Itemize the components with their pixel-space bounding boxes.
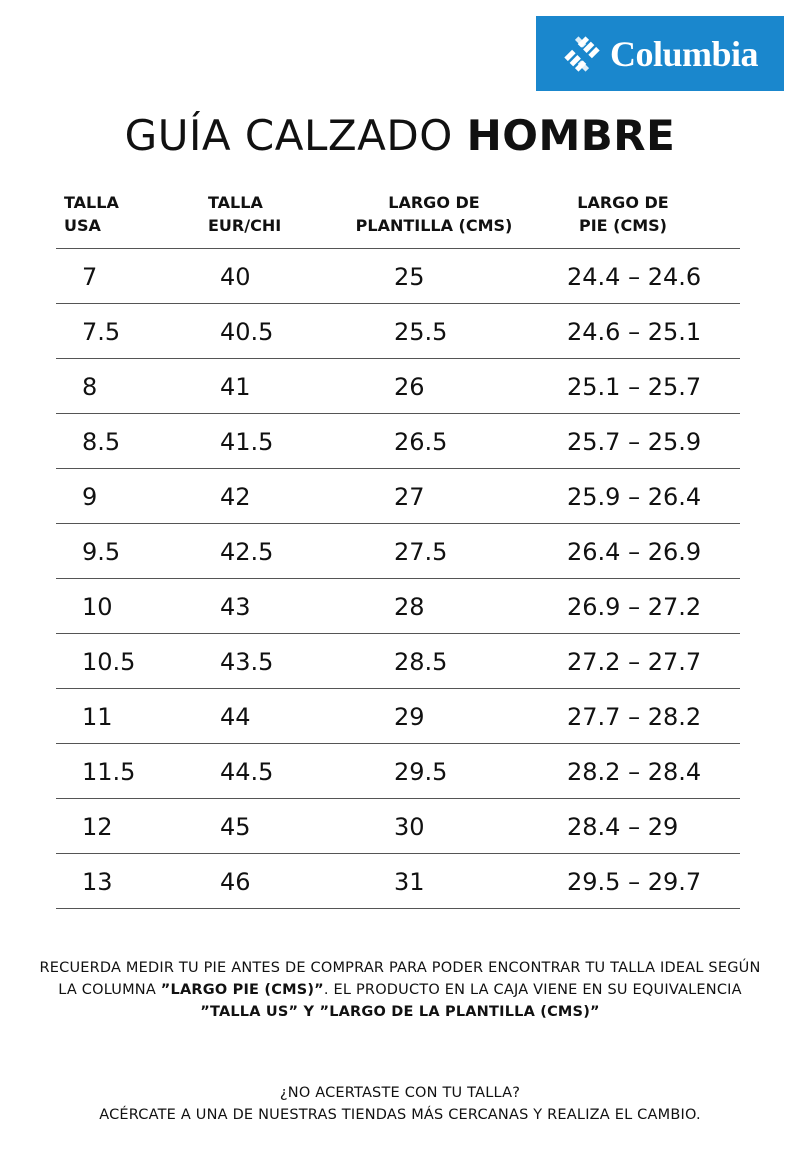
cell-talla-usa: 8 bbox=[82, 373, 98, 401]
cell-talla-eur: 42 bbox=[220, 483, 251, 511]
header-line: LARGO DE bbox=[388, 193, 480, 212]
table-row bbox=[56, 303, 740, 358]
cell-largo-pie: 24.6 – 25.1 bbox=[567, 318, 702, 346]
cell-largo-plantilla: 28 bbox=[394, 593, 425, 621]
header-line: PIE (CMS) bbox=[579, 216, 667, 235]
cell-largo-plantilla: 26.5 bbox=[394, 428, 448, 456]
table-row bbox=[56, 523, 740, 578]
cell-talla-eur: 42.5 bbox=[220, 538, 274, 566]
cell-talla-eur: 40.5 bbox=[220, 318, 274, 346]
cell-talla-usa: 9 bbox=[82, 483, 98, 511]
cell-largo-pie: 26.4 – 26.9 bbox=[567, 538, 702, 566]
cell-talla-usa: 10.5 bbox=[82, 648, 136, 676]
cell-largo-plantilla: 25 bbox=[394, 263, 425, 291]
cell-talla-eur: 44.5 bbox=[220, 758, 274, 786]
header-line: LARGO DE bbox=[577, 193, 669, 212]
cell-largo-plantilla: 27 bbox=[394, 483, 425, 511]
cell-largo-pie: 25.9 – 26.4 bbox=[567, 483, 702, 511]
cell-talla-eur: 40 bbox=[220, 263, 251, 291]
title-regular: GUÍA CALZADO bbox=[124, 111, 467, 160]
note-line-1: RECUERDA MEDIR TU PIE ANTES DE COMPRAR PARA PODER ENCONTRAR TU TALLA IDEAL SEGÚN bbox=[39, 960, 761, 976]
column-header-talla-eur bbox=[208, 191, 281, 237]
table-row bbox=[56, 468, 740, 523]
cell-talla-eur: 41 bbox=[220, 373, 251, 401]
cell-largo-plantilla: 28.5 bbox=[394, 648, 448, 676]
cell-largo-plantilla: 27.5 bbox=[394, 538, 448, 566]
cell-largo-plantilla: 31 bbox=[394, 868, 425, 896]
cell-talla-eur: 44 bbox=[220, 703, 251, 731]
note-line-3-bold: ”TALLA US” Y ”LARGO DE LA PLANTILLA (CMS)” bbox=[200, 1004, 600, 1020]
cell-largo-pie: 28.4 – 29 bbox=[567, 813, 679, 841]
table-row bbox=[56, 688, 740, 743]
cell-talla-usa: 11 bbox=[82, 703, 113, 731]
table-row bbox=[56, 578, 740, 633]
table-row bbox=[56, 358, 740, 413]
exchange-note bbox=[0, 1082, 800, 1126]
cell-largo-plantilla: 30 bbox=[394, 813, 425, 841]
table-row bbox=[56, 743, 740, 798]
header-line: TALLA bbox=[64, 193, 119, 212]
columbia-diamond-logo-icon bbox=[562, 34, 602, 74]
cell-largo-plantilla: 26 bbox=[394, 373, 425, 401]
cell-talla-usa: 9.5 bbox=[82, 538, 121, 566]
note-line-2-prefix: LA COLUMNA bbox=[58, 982, 161, 998]
cell-talla-eur: 45 bbox=[220, 813, 251, 841]
cell-largo-plantilla: 29 bbox=[394, 703, 425, 731]
header-line: EUR/CHI bbox=[208, 216, 282, 235]
cell-largo-plantilla: 25.5 bbox=[394, 318, 448, 346]
cell-talla-usa: 10 bbox=[82, 593, 113, 621]
header-line: TALLA bbox=[208, 193, 263, 212]
cell-largo-pie: 27.7 – 28.2 bbox=[567, 703, 702, 731]
cell-talla-usa: 11.5 bbox=[82, 758, 136, 786]
cell-largo-plantilla: 29.5 bbox=[394, 758, 448, 786]
cell-largo-pie: 25.7 – 25.9 bbox=[567, 428, 702, 456]
column-header-largo-pie bbox=[567, 191, 679, 237]
table-row bbox=[56, 798, 740, 853]
cell-talla-usa: 7 bbox=[82, 263, 98, 291]
size-table bbox=[56, 248, 740, 909]
note-line-2-suffix: . EL PRODUCTO EN LA CAJA VIENE EN SU EQUIVALENCIA bbox=[323, 982, 742, 998]
note-line-2 bbox=[0, 979, 800, 1001]
table-row bbox=[56, 633, 740, 688]
cta-line-2: ACÉRCATE A UNA DE NUESTRAS TIENDAS MÁS CERCANAS Y REALIZA EL CAMBIO. bbox=[99, 1107, 701, 1123]
cell-largo-pie: 28.2 – 28.4 bbox=[567, 758, 702, 786]
table-row bbox=[56, 413, 740, 468]
cell-talla-eur: 43 bbox=[220, 593, 251, 621]
cell-talla-usa: 7.5 bbox=[82, 318, 121, 346]
cell-talla-usa: 13 bbox=[82, 868, 113, 896]
columbia-logo bbox=[536, 16, 784, 91]
table-row bbox=[56, 853, 740, 909]
cell-largo-pie: 27.2 – 27.7 bbox=[567, 648, 702, 676]
note-line-2-bold: ”LARGO PIE (CMS)” bbox=[160, 982, 324, 998]
header-line: USA bbox=[64, 216, 101, 235]
title-bold: HOMBRE bbox=[466, 111, 676, 160]
cell-largo-pie: 25.1 – 25.7 bbox=[567, 373, 702, 401]
note-line-3 bbox=[0, 1001, 800, 1023]
cell-largo-pie: 26.9 – 27.2 bbox=[567, 593, 702, 621]
cell-largo-pie: 29.5 – 29.7 bbox=[567, 868, 702, 896]
cell-talla-usa: 8.5 bbox=[82, 428, 121, 456]
header-line: PLANTILLA (CMS) bbox=[355, 216, 513, 235]
cell-talla-eur: 46 bbox=[220, 868, 251, 896]
cta-line-1: ¿NO ACERTASTE CON TU TALLA? bbox=[279, 1085, 521, 1101]
cell-talla-eur: 43.5 bbox=[220, 648, 274, 676]
cell-talla-usa: 12 bbox=[82, 813, 113, 841]
page-title bbox=[0, 108, 800, 164]
column-header-talla-usa bbox=[64, 191, 119, 237]
measure-note bbox=[0, 957, 800, 1023]
cell-talla-eur: 41.5 bbox=[220, 428, 274, 456]
table-header bbox=[0, 191, 800, 241]
brand-name: Columbia bbox=[609, 33, 759, 74]
cell-largo-pie: 24.4 – 24.6 bbox=[567, 263, 702, 291]
table-row bbox=[56, 248, 740, 303]
column-header-largo-plantilla bbox=[354, 191, 514, 237]
